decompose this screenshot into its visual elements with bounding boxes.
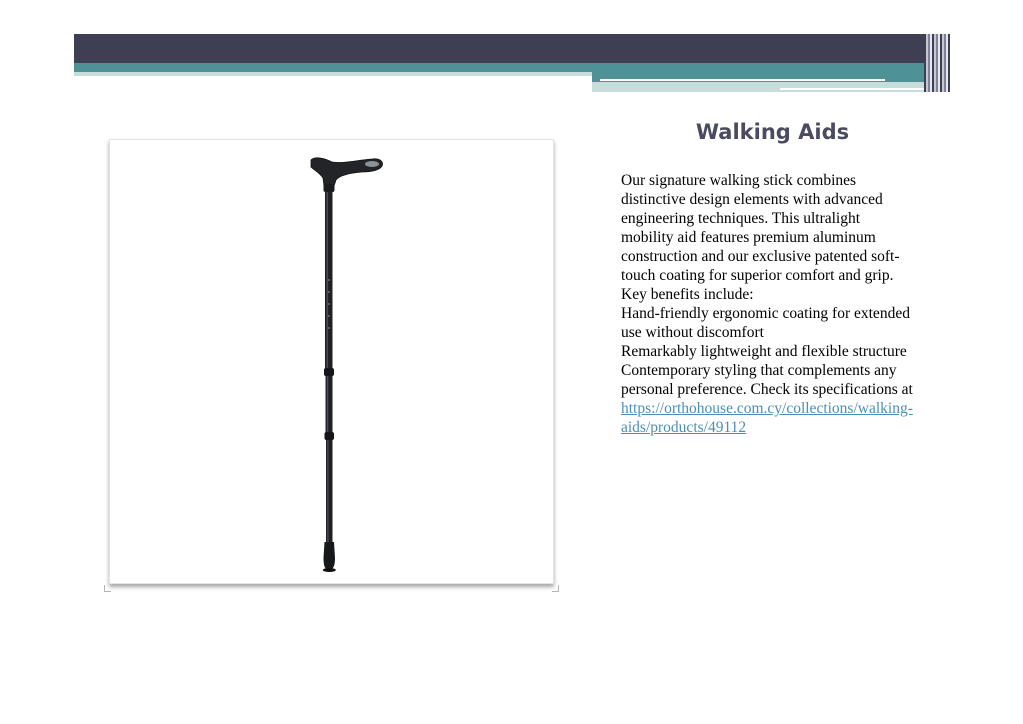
frame-corner-left (104, 585, 111, 592)
header-step-light-stripe (592, 82, 924, 92)
walking-cane-icon (110, 140, 553, 583)
benefits-heading: Key benefits include: (621, 286, 754, 303)
benefit-item: Remarkably lightweight and flexible structure (621, 343, 907, 360)
product-image-frame (109, 139, 554, 584)
frame-corner-right (552, 585, 559, 592)
header-divider-line (600, 79, 885, 81)
benefit-item-with-link (621, 361, 913, 437)
specifications-link[interactable]: https://orthohouse.com.cy/collections/walking-aids/products/49112 (621, 400, 913, 436)
benefit-item: Hand-friendly ergonomic coating for extended use without discomfort (621, 305, 910, 341)
page-title: Walking Aids (695, 120, 850, 144)
intro-paragraph: Our signature walking stick combines distinctive design elements with advanced engineering techniques. This ultralight mobility aid features premium aluminum construction and our exclusive patented soft-touch coating for superior comfort and grip. (621, 172, 900, 284)
product-description (621, 171, 913, 437)
header-light-stripe (74, 72, 592, 76)
header-accent-stripe (74, 63, 924, 72)
header-end-stripes (924, 34, 950, 92)
benefit-item-text: Contemporary styling that complements any personal preference. (621, 362, 897, 398)
spec-prefix: Check its specifications at (746, 381, 913, 398)
header-bar (74, 34, 924, 63)
header-divider-line-lower (780, 88, 924, 90)
